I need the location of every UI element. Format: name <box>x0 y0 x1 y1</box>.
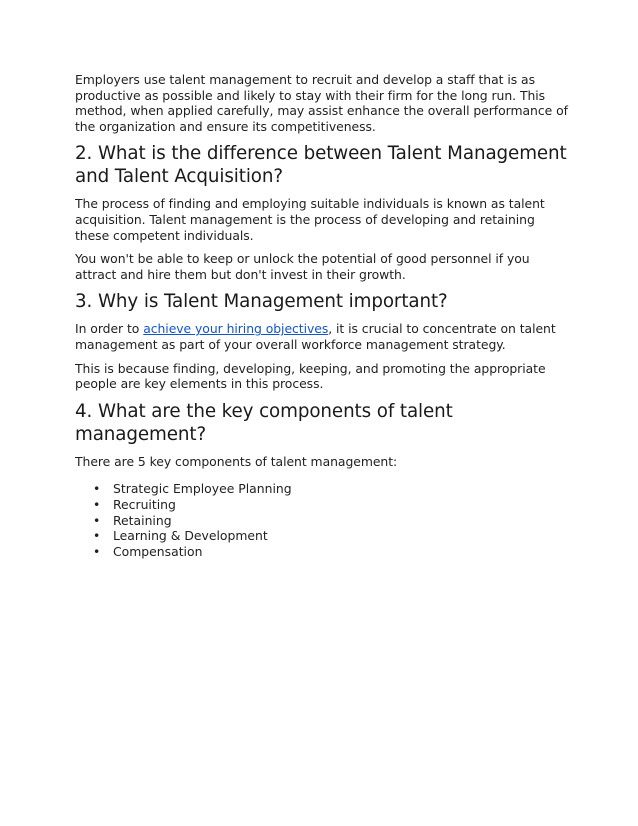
section-2-heading: 2. What is the difference between Talent Management and Talent Acquisition? <box>75 143 567 188</box>
list-item-text: Learning & Development <box>113 528 268 544</box>
document-page <box>75 72 570 559</box>
section-2-paragraph-1: The process of finding and employing suitable individuals is known as talent acquisition. Talent management is the process of developing and retaining these competent individuals. <box>75 196 545 243</box>
section-3-paragraph-2: This is because finding, developing, keeping, and promoting the appropriate people are key elements in this process. <box>75 360 546 392</box>
list-item-text: Retaining <box>113 512 172 528</box>
list-item <box>75 528 570 544</box>
list-item-text: Strategic Employee Planning <box>113 481 292 497</box>
components-list <box>75 481 570 559</box>
list-item-text: Recruiting <box>113 496 176 512</box>
list-item <box>75 544 570 560</box>
bullet-icon: • <box>93 496 101 512</box>
hiring-objectives-link[interactable]: achieve your hiring objectives <box>143 321 329 337</box>
list-item <box>75 497 570 513</box>
section-4-lead: There are 5 key components of talent management: <box>75 453 398 469</box>
list-item <box>75 481 570 497</box>
bullet-icon: • <box>93 543 101 559</box>
section-4-heading: 4. What are the key components of talent management? <box>75 400 453 445</box>
bullet-icon: • <box>93 481 101 497</box>
bullet-icon: • <box>93 512 101 528</box>
section-3-text-before-link: In order to <box>75 321 144 337</box>
intro-paragraph: Employers use talent management to recruit and develop a staff that is as productive as possible and likely to stay with their firm for the long run. This method, when applied carefully, may assist enhance the overall performance of the organization and ensure its competitiveness. <box>75 72 568 134</box>
section-3-heading: 3. Why is Talent Management important? <box>75 291 448 313</box>
section-2-paragraph-2: You won't be able to keep or unlock the potential of good personnel if you attract and hire them but don't invest in their growth. <box>75 251 530 282</box>
section-3-paragraph-1 <box>75 321 570 352</box>
list-item-text: Compensation <box>113 543 203 559</box>
section-3-text-after-link: , it is crucial to concentrate on talent management as part of your overall workforce management strategy. <box>75 321 556 352</box>
bullet-icon: • <box>93 528 101 544</box>
list-item <box>75 513 570 529</box>
